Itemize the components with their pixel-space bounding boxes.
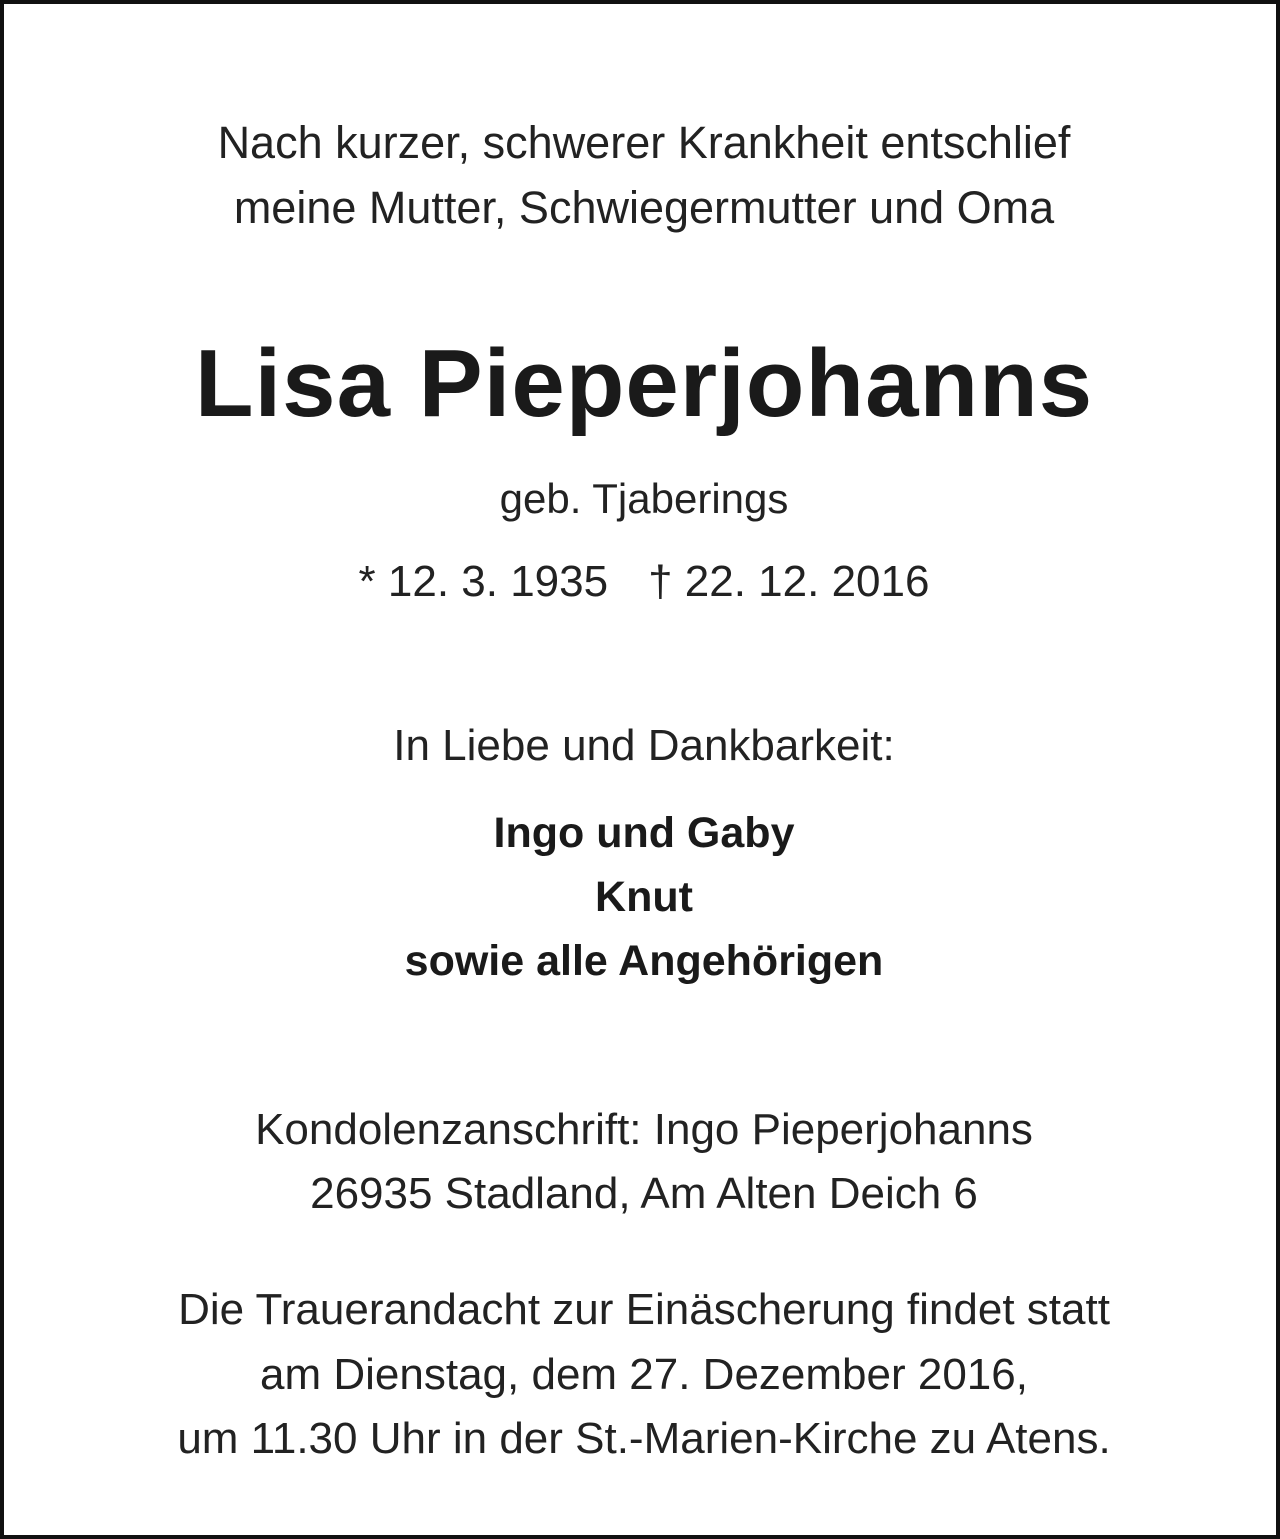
birth-name: geb. Tjaberings — [499, 475, 789, 522]
life-dates — [4, 557, 1280, 606]
mourner-name: Ingo und Gaby — [493, 809, 795, 857]
mourner-name: sowie alle Angehörigen — [404, 937, 884, 985]
birth-date: * 12. 3. 1935 — [358, 557, 609, 606]
intro-line-1: Nach kurzer, schwerer Krankheit entschlief — [217, 117, 1071, 168]
service-line-2: am Dienstag, dem 27. Dezember 2016, — [260, 1350, 1028, 1399]
death-date: † 22. 12. 2016 — [648, 557, 930, 606]
intro-line-2: meine Mutter, Schwiegermutter und Oma — [233, 182, 1055, 233]
mourner-name: Knut — [595, 873, 693, 921]
deceased-name: Lisa Pieperjohanns — [194, 330, 1094, 437]
service-line-1: Die Trauerandacht zur Einäscherung findet statt — [178, 1285, 1110, 1334]
service-line-3: um 11.30 Uhr in der St.-Marien-Kirche zu Atens. — [177, 1414, 1111, 1463]
mourners-heading: In Liebe und Dankbarkeit: — [393, 721, 895, 770]
condolence-line-2: 26935 Stadland, Am Alten Deich 6 — [310, 1169, 978, 1218]
condolence-line-1: Kondolenzanschrift: Ingo Pieperjohanns — [255, 1105, 1033, 1154]
